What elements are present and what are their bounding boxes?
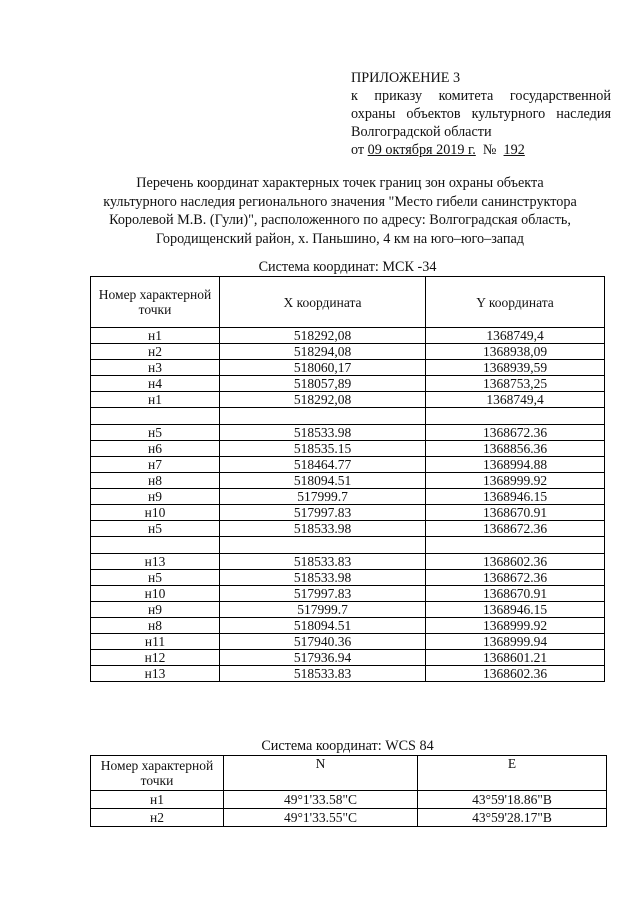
x-coordinate-cell: 518060,17 (220, 360, 426, 376)
point-number-cell: н4 (91, 376, 220, 392)
point-number-cell: н8 (91, 473, 220, 489)
separator-row (91, 537, 605, 554)
x-coordinate-cell: 517999.7 (220, 489, 426, 505)
longitude-cell: 43°59'18.86"В (418, 791, 607, 809)
empty-cell (220, 408, 426, 425)
msk-coordinates-table (90, 276, 605, 682)
x-coordinate-cell: 517940.36 (220, 634, 426, 650)
point-number-cell: н1 (91, 328, 220, 344)
order-number: 192 (503, 142, 525, 158)
y-coordinate-cell: 1368601.21 (426, 650, 605, 666)
wcs-coordinates-table (90, 755, 607, 827)
point-number-cell: н2 (91, 809, 224, 827)
separator-row (91, 408, 605, 425)
y-coordinate-cell: 1368999.92 (426, 473, 605, 489)
header-n: N (224, 756, 418, 791)
x-coordinate-cell: 518535.15 (220, 441, 426, 457)
point-number-cell: н1 (91, 791, 224, 809)
table-row (91, 441, 605, 457)
point-number-cell: н8 (91, 618, 220, 634)
date-prefix: от (351, 142, 368, 158)
y-coordinate-cell: 1368946.15 (426, 489, 605, 505)
x-coordinate-cell: 517997.83 (220, 505, 426, 521)
x-coordinate-cell: 517999.7 (220, 602, 426, 618)
x-coordinate-cell: 518533.83 (220, 666, 426, 682)
y-coordinate-cell: 1368602.36 (426, 666, 605, 682)
table-header-row (91, 756, 607, 791)
y-coordinate-cell: 1368602.36 (426, 554, 605, 570)
appendix-authority-line: охраны объектов культурного наследия (351, 106, 611, 122)
table-row (91, 570, 605, 586)
table-row (91, 505, 605, 521)
table-row (91, 618, 605, 634)
empty-cell (426, 537, 605, 554)
heading-line-1: Перечень координат характерных точек границ зон охраны объекта (136, 175, 544, 191)
y-coordinate-cell: 1368999.94 (426, 634, 605, 650)
empty-cell (426, 408, 605, 425)
table-row (91, 328, 605, 344)
table-header-row (91, 277, 605, 328)
table-row (91, 666, 605, 682)
point-number-cell: н5 (91, 521, 220, 537)
x-coordinate-cell: 517997.83 (220, 586, 426, 602)
point-number-cell: н7 (91, 457, 220, 473)
table2-caption: Система координат: WCS 84 (261, 738, 434, 754)
table-row (91, 473, 605, 489)
y-coordinate-cell: 1368856.36 (426, 441, 605, 457)
table-row (91, 791, 607, 809)
table-row (91, 521, 605, 537)
latitude-cell: 49°1'33.55"С (224, 809, 418, 827)
table-row (91, 602, 605, 618)
point-number-cell: н13 (91, 554, 220, 570)
appendix-order-line: к приказу комитета государственной (351, 88, 611, 104)
appendix-title: ПРИЛОЖЕНИЕ 3 (351, 70, 461, 86)
header-point-number: Номер характерной точки (91, 277, 220, 328)
point-number-cell: н12 (91, 650, 220, 666)
y-coordinate-cell: 1368939,59 (426, 360, 605, 376)
y-coordinate-cell: 1368749,4 (426, 392, 605, 408)
table1-caption: Система координат: МСК -34 (258, 259, 437, 275)
x-coordinate-cell: 518533.98 (220, 521, 426, 537)
y-coordinate-cell: 1368672.36 (426, 521, 605, 537)
point-number-cell: н10 (91, 505, 220, 521)
x-coordinate-cell: 518533.98 (220, 570, 426, 586)
x-coordinate-cell: 518533.98 (220, 425, 426, 441)
point-number-cell: н5 (91, 570, 220, 586)
point-number-cell: н2 (91, 344, 220, 360)
point-number-cell: н6 (91, 441, 220, 457)
table-row (91, 376, 605, 392)
y-coordinate-cell: 1368749,4 (426, 328, 605, 344)
empty-cell (220, 537, 426, 554)
header-y: Y координата (426, 277, 605, 328)
heading-line-4: Городищенский район, х. Паньшино, 4 км на юго–юго–запад (155, 230, 525, 247)
point-number-cell: н11 (91, 634, 220, 650)
header-point-number: Номер характерной точки (91, 756, 224, 791)
empty-cell (91, 408, 220, 425)
x-coordinate-cell: 518094.51 (220, 618, 426, 634)
table-row (91, 554, 605, 570)
table-row (91, 457, 605, 473)
x-coordinate-cell: 517936.94 (220, 650, 426, 666)
y-coordinate-cell: 1368938,09 (426, 344, 605, 360)
table-row (91, 586, 605, 602)
y-coordinate-cell: 1368672.36 (426, 570, 605, 586)
table-row (91, 489, 605, 505)
header-e: E (418, 756, 607, 791)
header-x: X координата (220, 277, 426, 328)
appendix-date-line (351, 141, 611, 159)
table-row (91, 634, 605, 650)
y-coordinate-cell: 1368946.15 (426, 602, 605, 618)
heading-line-2: культурного наследия регионального значения "Место гибели санинструктора (103, 193, 577, 210)
number-sign: № (482, 142, 497, 158)
point-number-cell: н5 (91, 425, 220, 441)
table-row (91, 344, 605, 360)
point-number-cell: н9 (91, 489, 220, 505)
x-coordinate-cell: 518057,89 (220, 376, 426, 392)
x-coordinate-cell: 518294,08 (220, 344, 426, 360)
x-coordinate-cell: 518464.77 (220, 457, 426, 473)
y-coordinate-cell: 1368670.91 (426, 586, 605, 602)
table-row (91, 360, 605, 376)
document-heading (60, 174, 620, 248)
table-row (91, 650, 605, 666)
heading-line-3: Королевой М.В. (Гули)", расположенного по адресу: Волгоградская область, (109, 212, 571, 228)
point-number-cell: н3 (91, 360, 220, 376)
appendix-region-line: Волгоградской области (351, 124, 492, 140)
longitude-cell: 43°59'28.17"В (418, 809, 607, 827)
point-number-cell: н10 (91, 586, 220, 602)
table-row (91, 809, 607, 827)
msk-table-body (91, 277, 605, 682)
x-coordinate-cell: 518094.51 (220, 473, 426, 489)
empty-cell (91, 537, 220, 554)
y-coordinate-cell: 1368670.91 (426, 505, 605, 521)
y-coordinate-cell: 1368672.36 (426, 425, 605, 441)
x-coordinate-cell: 518292,08 (220, 328, 426, 344)
y-coordinate-cell: 1368753,25 (426, 376, 605, 392)
point-number-cell: н1 (91, 392, 220, 408)
point-number-cell: н9 (91, 602, 220, 618)
wcs-table-body (91, 756, 607, 827)
appendix-block (351, 69, 611, 159)
table-row (91, 425, 605, 441)
table-row (91, 392, 605, 408)
latitude-cell: 49°1'33.58"С (224, 791, 418, 809)
order-date: 09 октября 2019 г. (367, 142, 476, 158)
y-coordinate-cell: 1368994.88 (426, 457, 605, 473)
y-coordinate-cell: 1368999.92 (426, 618, 605, 634)
x-coordinate-cell: 518292,08 (220, 392, 426, 408)
point-number-cell: н13 (91, 666, 220, 682)
x-coordinate-cell: 518533.83 (220, 554, 426, 570)
